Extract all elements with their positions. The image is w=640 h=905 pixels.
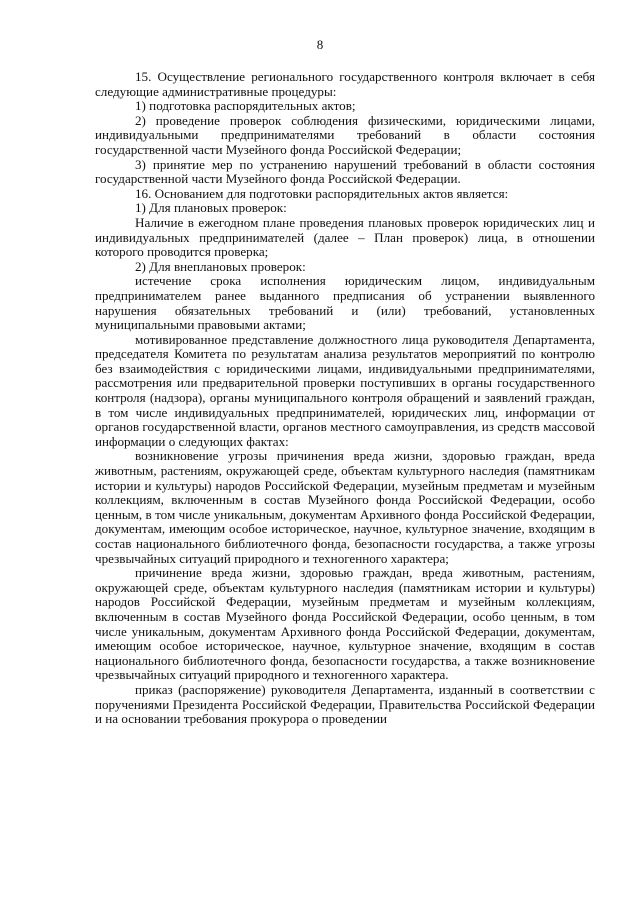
paragraph-planned-basis: Наличие в ежегодном плане проведения плановых проверок юридических лиц и индивидуальных предпринимателей (далее – План проверок) лица, в отношении которого проводится проверка; — [95, 214, 595, 260]
paragraph-section-15: 15. Осуществление регионального государственного контроля включает в себя следующие административные процедуры: — [95, 69, 595, 99]
paragraph-planned-checks: 1) Для плановых проверок: — [135, 200, 287, 216]
paragraph-unplanned-basis-1: истечение срока исполнения юридическим лицом, индивидуальным предпринимателем ранее выданного предписания об устранении выявленного нарушения обязательных требований и (или) требований, установленных муниципальными правовыми актами; — [95, 273, 595, 333]
paragraph-threat-of-harm: возникновение угрозы причинения вреда жизни, здоровью граждан, вреда животным, растениям, окружающей среде, объектам культурного наследия (памятникам истории и культуры) народов Российской Федерации, музейным предметам и музейным коллекциям, включенным в состав Музейного фонда Российской Федерации, особо ценным, в том числе уникальным, документам Архивного фонда Российской Федерации, документам, имеющим особое историческое, научное, культурное значение, входящим в состав национального библиотечного фонда, безопасности государства, а также угрозы чрезвычайных ситуаций природного и техногенного характера; — [95, 448, 595, 566]
paragraph-item-2: 2) проведение проверок соблюдения физическими, юридическими лицами, индивидуальными предпринимателями требований в области состояния государственной части Музейного фонда Российской Федерации; — [95, 112, 595, 157]
paragraph-unplanned-basis-2: мотивированное представление должностного лица руководителя Департамента, председателя Комитета по результатам анализа результатов мероприятий по контролю без взаимодействия с юридическими лицами, индивидуальными предпринимателями, рассмотрения или предварительной проверки поступивших в органы государственного контроля (надзора), органы муниципального контроля обращений и заявлений граждан, в том числе индивидуальных предпринимателей, юридических лиц, информации от органов государственной власти, органов местного самоуправления, из средств массовой информации о следующих фактах: — [95, 331, 595, 449]
paragraph-item-1: 1) подготовка распорядительных актов; — [135, 98, 356, 114]
paragraph-causing-harm: причинение вреда жизни, здоровью граждан, вреда животным, растениям, окружающей среде, объектам культурного наследия (памятникам истории и культуры) народов Российской Федерации, музейным предметам и музейным коллекциям, включенным в состав Музейного фонда Российской Федерации, особо ценным, в том числе уникальным, документам Архивного фонда Российской Федерации, документам, имеющим особое историческое, научное, культурное значение, входящим в состав национального библиотечного фонда, безопасности государства, а также возникновение чрезвычайных ситуаций природного и техногенного характера. — [95, 565, 595, 683]
page-number: 8 — [316, 37, 324, 52]
document-body — [95, 70, 595, 727]
paragraph-section-16: 16. Основанием для подготовки распорядительных актов является: — [135, 185, 509, 201]
paragraph-order: приказ (распоряжение) руководителя Департамента, изданный в соответствии с поручениями Президента Российской Федерации, Правительства Российской Федерации и на основании требования прокурора о проведении — [95, 681, 595, 727]
paragraph-item-3: 3) принятие мер по устранению нарушений требований в области состояния государственной части Музейного фонда Российской Федерации. — [95, 156, 595, 187]
paragraph-unplanned-checks: 2) Для внеплановых проверок: — [135, 258, 306, 274]
